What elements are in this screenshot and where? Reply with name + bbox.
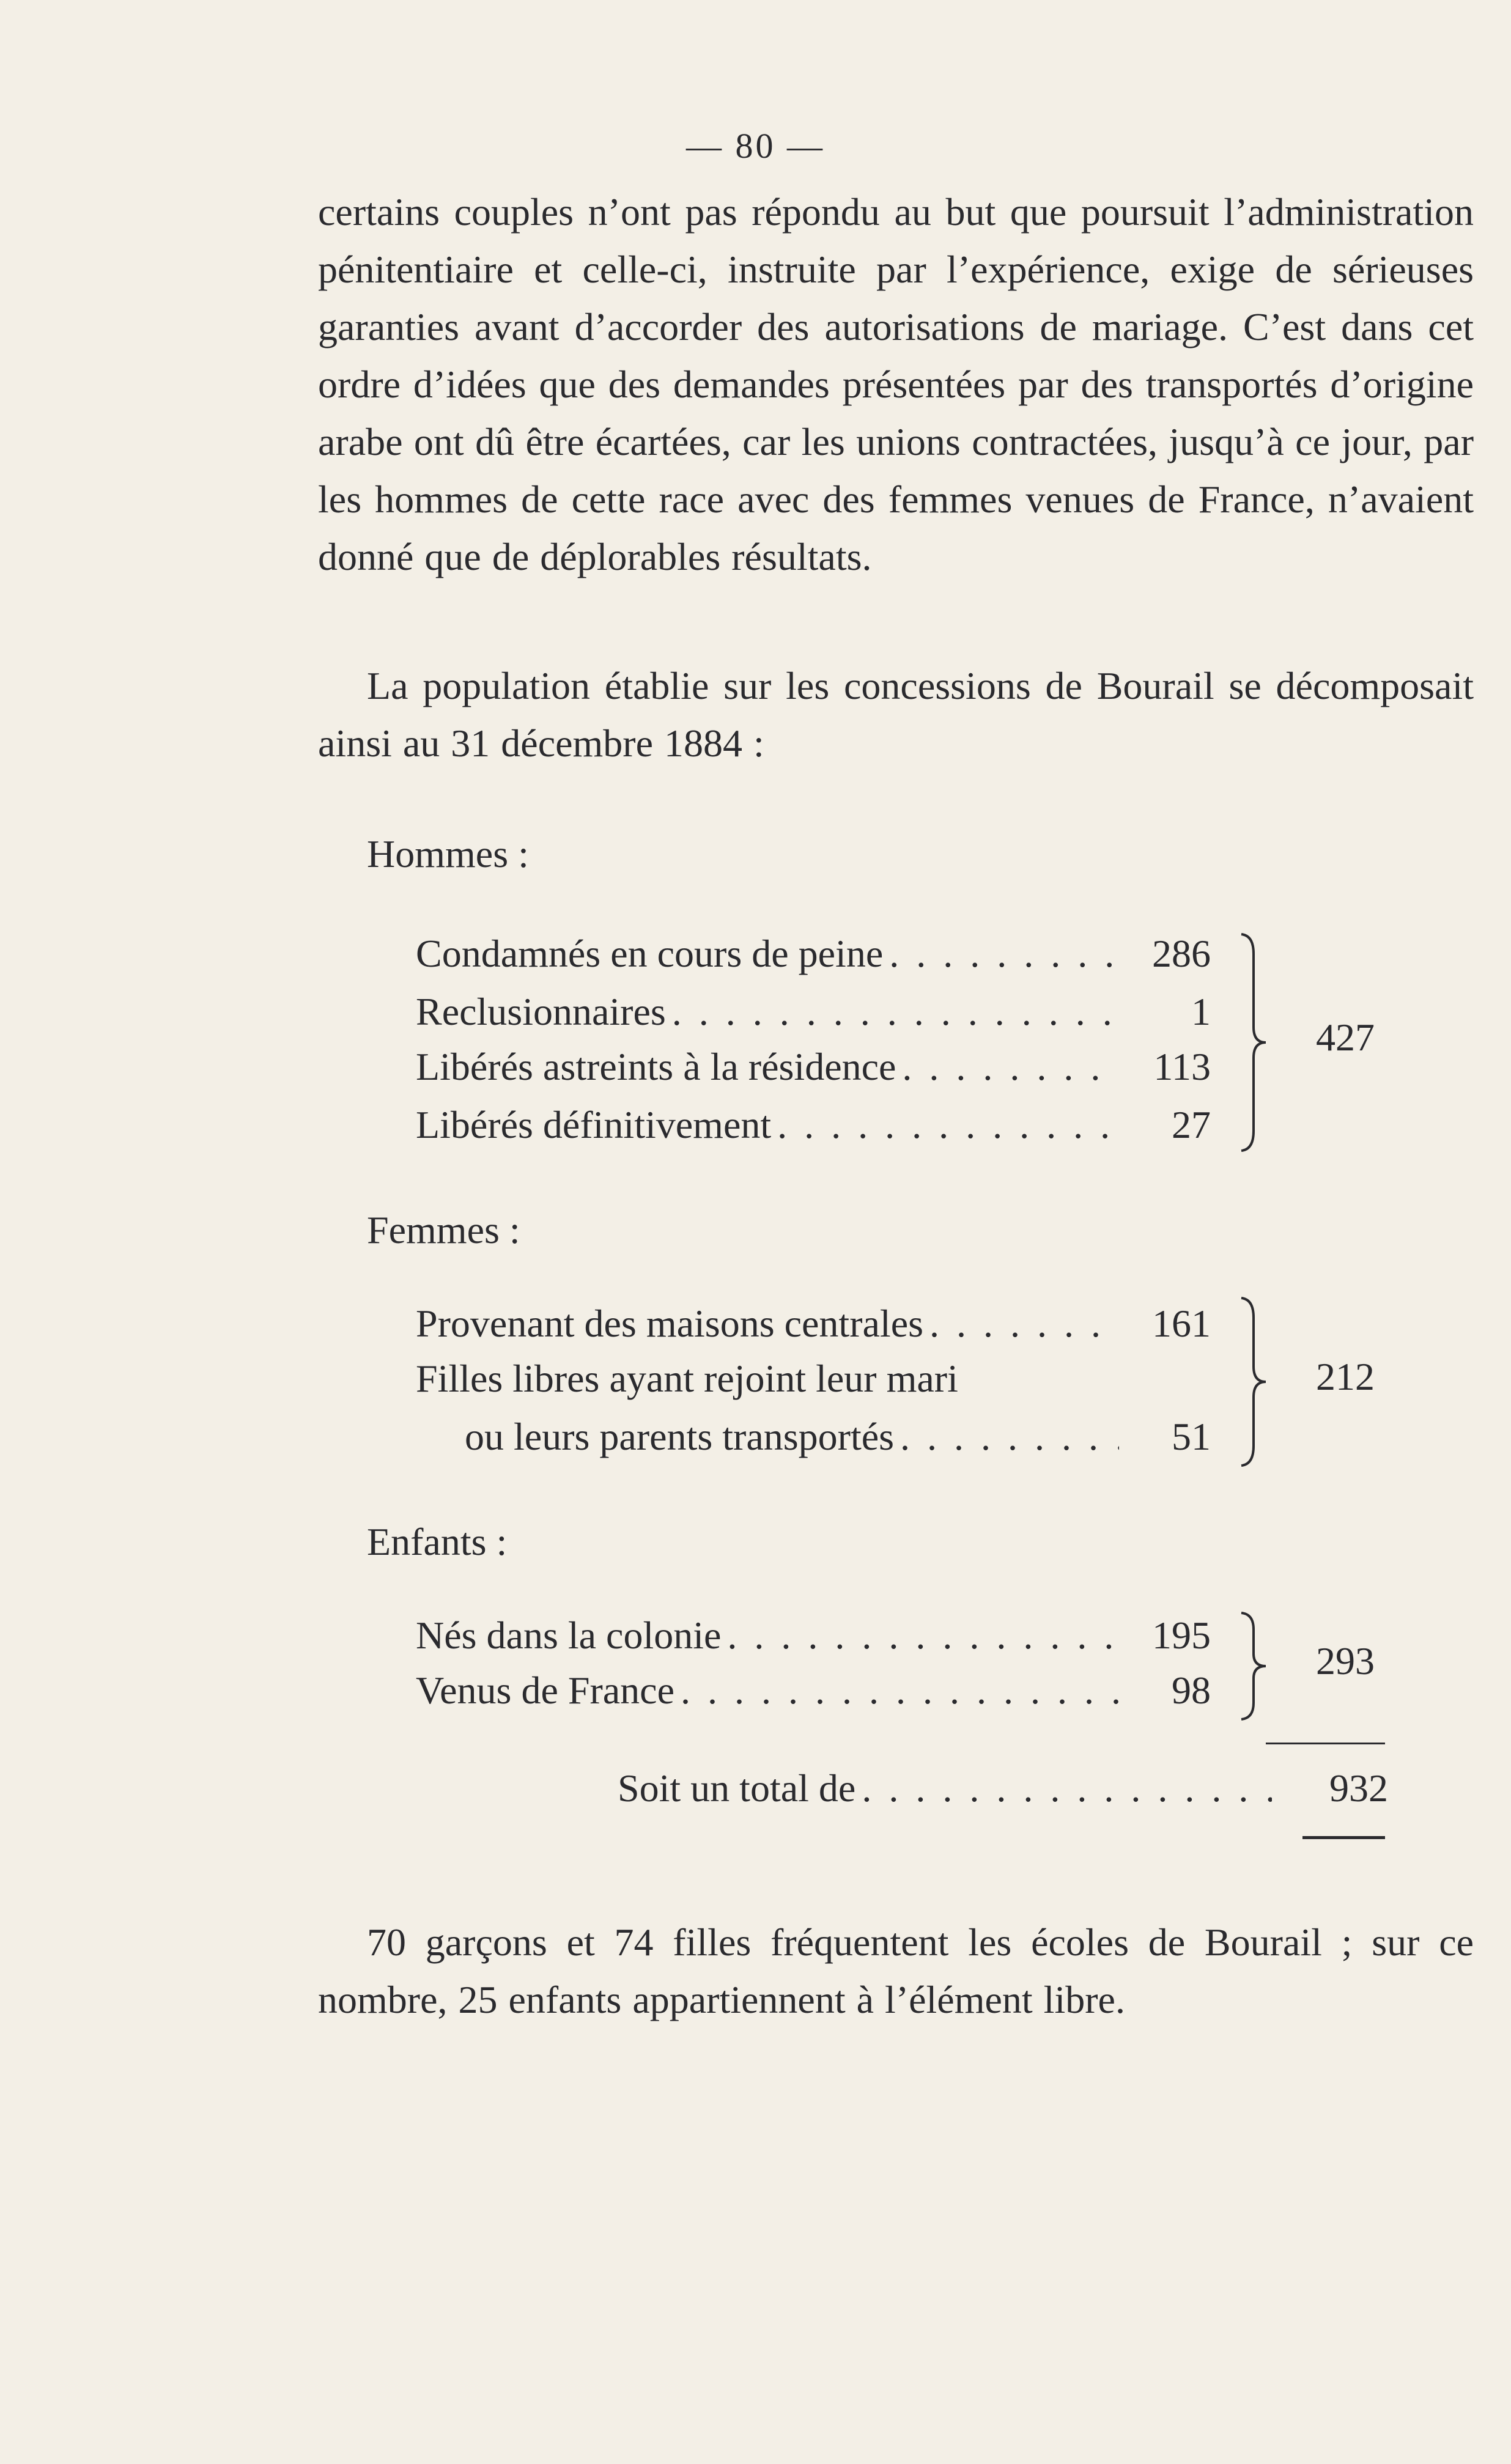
row-label: Condamnés en cours de peine: [416, 932, 884, 975]
row-label: Libérés astreints à la résidence: [416, 1045, 896, 1088]
brace-hommes: [1235, 929, 1272, 1156]
table-row-liberes-astreints: [416, 1039, 1211, 1094]
row-label: Provenant des maisons centrales: [416, 1302, 923, 1345]
subtotal-enfants: 293: [1316, 1639, 1375, 1683]
table-row-venus-france: [416, 1663, 1211, 1718]
row-label: Nés dans la colonie: [416, 1614, 722, 1657]
section-label-hommes: Hommes :: [367, 832, 529, 876]
section-label-enfants: Enfants :: [367, 1520, 508, 1563]
table-row-nes-colonie: [416, 1608, 1211, 1663]
table-row-condamnes: [416, 926, 1211, 981]
row-label: Reclusionnaires: [416, 990, 666, 1033]
row-label: ou leurs parents transportés: [465, 1415, 895, 1458]
total-rule-bottom: [1302, 1836, 1385, 1839]
row-value: 113: [1153, 1045, 1211, 1088]
total-value: 932: [1329, 1766, 1388, 1810]
table-row-parents-transportes: [416, 1409, 1211, 1464]
brace-femmes: [1235, 1293, 1272, 1470]
row-label: Filles libres ayant rejoint leur mari: [416, 1357, 958, 1400]
paragraph-intro: certains couples n’ont pas répondu au but que poursuit l’administration pénitentiaire et celle-ci, instruite par l’expérience, exige de sérieuses garanties avant d’accorder des autorisations de mariage. C’est dans cet ordre d’idées que des demandes présentées par des transportés d’origine arabe ont dû être écartées, car les unions contractées, jusqu’à ce jour, par les hommes de cette race avec des femmes venues de France, n’avaient donné que de déplorables résultats.: [318, 190, 1474, 578]
row-value: 98: [1172, 1669, 1211, 1712]
paragraph-schools-text: 70 garçons et 74 filles fréquentent les écoles de Bourail ; sur ce nombre, 25 enfants appartiennent à l’élément libre.: [318, 1920, 1474, 2021]
total-label: Soit un total de: [618, 1766, 856, 1810]
section-label-femmes: Femmes :: [367, 1208, 520, 1252]
row-value: 195: [1152, 1614, 1211, 1657]
row-value: 161: [1152, 1302, 1211, 1345]
paragraph-population-text: La population établie sur les concessions de Bourail se décomposait ainsi au 31 décembre 1884 :: [318, 664, 1474, 765]
table-row-reclusionnaires: [416, 984, 1211, 1039]
row-value: 51: [1172, 1415, 1211, 1458]
row-value: 27: [1172, 1103, 1211, 1146]
brace-enfants: [1235, 1608, 1272, 1724]
row-label: Venus de France: [416, 1669, 674, 1712]
table-row-liberes-definitivement: [416, 1097, 1211, 1153]
subtotal-hommes: 427: [1316, 1016, 1375, 1059]
table-row-maisons-centrales: [416, 1296, 1211, 1351]
row-label: Libérés définitivement: [416, 1103, 772, 1146]
page-number: — 80 —: [686, 126, 825, 166]
subtotal-femmes: 212: [1316, 1355, 1375, 1398]
table-row-filles-libres: [416, 1351, 1211, 1406]
paragraph-population: [318, 657, 1474, 772]
row-value: 286: [1152, 932, 1211, 975]
total-row: [618, 1761, 1388, 1816]
total-rule-top: [1266, 1743, 1385, 1744]
row-value: 1: [1191, 990, 1211, 1033]
paragraph-schools: [318, 1914, 1474, 2029]
